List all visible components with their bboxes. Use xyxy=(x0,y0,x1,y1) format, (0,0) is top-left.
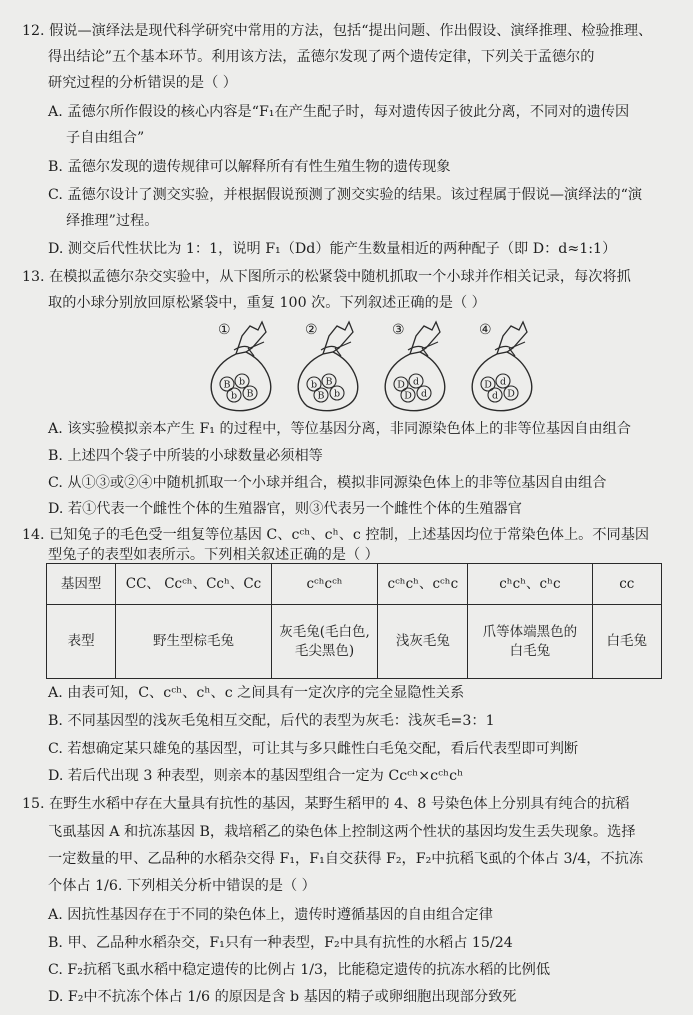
q13-stem-line1: 13. 在模拟孟德尔杂交实验中，从下图所示的松紧袋中随机抓取一个小球并作相关记录，每次将抓 xyxy=(22,269,631,285)
table-row xyxy=(47,564,662,605)
table-cell: CC、 Ccᶜʰ、Ccʰ、Cc xyxy=(116,564,271,605)
table-cell: 基因型 xyxy=(47,564,116,605)
table-cell: 浅灰毛兔 xyxy=(378,605,468,679)
q14-option-b: B. 不同基因型的浅灰毛兔相互交配，后代的表型为灰毛：浅灰毛=3：1 xyxy=(48,713,495,729)
table-cell: cc xyxy=(592,564,661,605)
bag-number: ③ xyxy=(392,322,405,338)
q12-option-c-cont: 绎推理”过程。 xyxy=(66,213,159,229)
q12-stem-line1: 12. 假说—演绎法是现代科学研究中常用的方法，包括“提出问题、作出假设、演绎推理、检验推理、 xyxy=(22,23,653,39)
bag-4 xyxy=(472,322,532,411)
genotype-table xyxy=(46,563,662,679)
q15-option-d: D. F₂中不抗冻个体占 1/6 的原因是含 b 基因的精子或卵细胞出现部分致死 xyxy=(48,989,517,1005)
bags-figure xyxy=(200,318,540,414)
ball-label: B xyxy=(317,390,325,402)
cell-line: 白毛兔 xyxy=(509,642,551,659)
q15-stem-line3: 一定数量的甲、乙品种的水稻杂交得 F₁，F₁自交获得 F₂，F₂中抗稻飞虱的个体占 3/4，不抗冻 xyxy=(48,851,644,867)
q15-stem-line1: 15. 在野生水稻中存在大量具有抗性的基因，某野生稻甲的 4、8 号染色体上分别具有纯合的抗稻 xyxy=(22,796,630,812)
ball-label: b xyxy=(230,390,238,402)
q14-option-a: A. 由表可知，C、cᶜʰ、cʰ、c 之间具有一定次序的完全显隐性关系 xyxy=(48,685,465,701)
q12-stem-line2: 得出结论”五个基本环节。利用该方法，孟德尔发现了两个遗传定律，下列关于孟德尔的 xyxy=(48,49,595,65)
q13-option-c: C. 从①③或②④中随机抓取一个小球并组合，模拟非同源染色体上的非等位基因自由组合 xyxy=(48,475,607,491)
bag-neck xyxy=(323,322,353,354)
table-cell: 白毛兔 xyxy=(592,605,661,679)
bag-neck xyxy=(410,322,440,354)
table-cell xyxy=(468,605,592,679)
q12-stem-line3: 研究过程的分析错误的是（ ） xyxy=(48,75,237,91)
q14-option-c: C. 若想确定某只雄兔的基因型，可让其与多只雌性白毛兔交配，看后代表型即可判断 xyxy=(48,741,579,757)
ball-label: b xyxy=(238,376,246,388)
table-cell: cʰcʰ、cʰc xyxy=(468,564,592,605)
cell-line: 灰毛兔(毛白色, xyxy=(279,623,370,640)
q15-option-c: C. F₂抗稻飞虱水稻中稳定遗传的比例占 1/3，比能稳定遗传的抗冻水稻的比例低 xyxy=(48,962,551,978)
bag-1 xyxy=(211,322,271,411)
ball-label: d xyxy=(420,388,428,400)
q15-option-b: B. 甲、乙品种水稻杂交，F₁只有一种表型，F₂中具有抗性的水稻占 15/24 xyxy=(48,935,513,951)
table-cell: 野生型棕毛兔 xyxy=(116,605,271,679)
cell-line: 爪等体端黑色的 xyxy=(482,623,578,640)
table-cell xyxy=(271,605,378,679)
ball-label: B xyxy=(246,388,254,400)
q13-option-a: A. 该实验模拟亲本产生 F₁ 的过程中，等位基因分离，非同源染色体上的非等位基因自由组合 xyxy=(48,421,631,437)
q13-option-d: D. 若①代表一个雌性个体的生殖器官，则③代表另一个雌性个体的生殖器官 xyxy=(48,501,522,517)
q12-option-b: B. 孟德尔发现的遗传规律可以解释所有有性生殖生物的遗传现象 xyxy=(48,159,451,175)
bag-number: ④ xyxy=(479,322,492,338)
q15-stem-line4: 个体占 1/6. 下列相关分析中错误的是（ ） xyxy=(48,878,316,894)
q14-option-d: D. 若后代出现 3 种表型，则亲本的基因型组合一定为 Ccᶜʰ×cᶜʰcʰ xyxy=(48,768,464,784)
bag-neck xyxy=(236,322,266,354)
q12-option-c: C. 孟德尔设计了测交实验，并根据假说预测了测交实验的结果。该过程属于假说—演绎法的“演 xyxy=(48,187,643,203)
ball-label: D xyxy=(507,388,515,400)
cell-line: 毛尖黑色) xyxy=(294,642,355,659)
table-cell: cᶜʰcᶜʰ xyxy=(271,564,378,605)
q14-stem-line2: 型兔子的表型如表所示。下列相关叙述正确的是（ ） xyxy=(48,547,379,563)
ball-label: B xyxy=(325,376,333,388)
q12-option-d: D. 测交后代性状比为 1：1，说明 F₁（Dd）能产生数量相近的两种配子（即 D：d≈1:1） xyxy=(48,241,617,257)
q15-stem-line2: 飞虱基因 A 和抗冻基因 B，栽培稻乙的染色体上控制这两个性状的基因均发生丢失现象。选择 xyxy=(48,824,636,840)
ball-label: D xyxy=(404,390,412,402)
bag-number: ① xyxy=(218,322,231,338)
table-cell: 表型 xyxy=(47,605,116,679)
bag-2 xyxy=(298,322,358,411)
bag-number: ② xyxy=(305,322,318,338)
ball-label: B xyxy=(223,379,231,391)
ball-label: D xyxy=(397,379,405,391)
table-row xyxy=(47,605,662,679)
ball-label: D xyxy=(484,379,492,391)
ball-label: d xyxy=(412,376,420,388)
ball-label: d xyxy=(491,390,499,402)
ball-label: d xyxy=(499,376,507,388)
q15-option-a: A. 因抗性基因存在于不同的染色体上，遗传时遵循基因的自由组合定律 xyxy=(48,907,493,923)
q14-stem-line1: 14. 已知兔子的毛色受一组复等位基因 C、cᶜʰ、cʰ、c 控制，上述基因均位于常染色体上。不同基因 xyxy=(22,527,650,543)
q13-stem-line2: 取的小球分别放回原松紧袋中，重复 100 次。下列叙述正确的是（ ） xyxy=(48,295,486,311)
bag-3 xyxy=(385,322,445,411)
ball-label: b xyxy=(310,379,318,391)
table-cell: cᶜʰcʰ、cᶜʰc xyxy=(378,564,468,605)
q12-option-a: A. 孟德尔所作假设的核心内容是“F₁在产生配子时，每对遗传因子彼此分离，不同对的遗传因 xyxy=(48,104,630,120)
ball-label: b xyxy=(333,388,341,400)
bag-neck xyxy=(497,322,527,354)
q12-option-a-cont: 子自由组合” xyxy=(66,130,145,146)
q13-option-b: B. 上述四个袋子中所装的小球数量必须相等 xyxy=(48,448,323,464)
